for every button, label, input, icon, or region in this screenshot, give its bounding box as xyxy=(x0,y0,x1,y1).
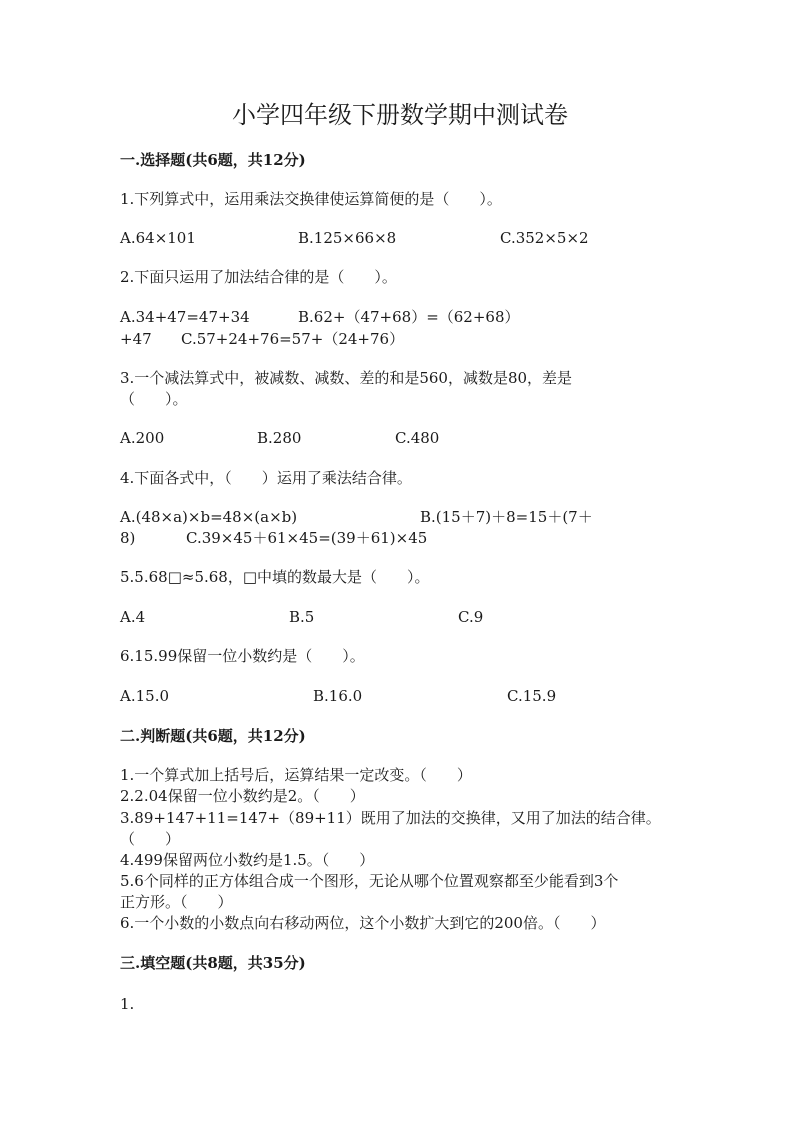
question-3-option-b: B.280 xyxy=(257,429,302,447)
question-2-stem: 2.下面只运用了加法结合律的是（ ）。 xyxy=(120,268,397,286)
question-1-stem: 1.下列算式中，运用乘法交换律使运算简便的是（ ）。 xyxy=(120,190,502,208)
question-4-option-a: A.(48×a)×b=48×(a×b) xyxy=(120,508,298,526)
judge-item-5-continued: 正方形。（ ） xyxy=(120,893,233,911)
judge-item-4: 4.499保留两位小数约是1.5。（ ） xyxy=(120,851,375,869)
question-3-stem-line1: 3.一个减法算式中，被减数、减数、差的和是560，减数是80，差是 xyxy=(120,369,573,387)
question-2-option-a: A.34+47=47+34 xyxy=(120,308,250,326)
question-1-option-c: C.352×5×2 xyxy=(500,229,589,247)
question-1-option-a: A.64×101 xyxy=(120,229,196,247)
question-2-option-b-continued: +47 xyxy=(120,330,152,348)
question-5-option-a: A.4 xyxy=(120,608,146,626)
judge-item-1: 1.一个算式加上括号后，运算结果一定改变。（ ） xyxy=(120,766,472,784)
question-1-option-b: B.125×66×8 xyxy=(298,229,397,247)
judge-item-3-continued: （ ） xyxy=(120,830,181,848)
question-5-option-b: B.5 xyxy=(289,608,315,626)
judge-item-3: 3.89+147+11=147+（89+11）既用了加法的交换律，又用了加法的结合律。 xyxy=(120,809,661,827)
question-5-stem: 5.5.68□≈5.68，□中填的数最大是（ ）。 xyxy=(120,568,430,586)
judge-item-2: 2.2.04保留一位小数约是2。（ ） xyxy=(120,787,365,805)
page-title: 小学四年级下册数学期中测试卷 xyxy=(232,101,568,129)
judge-item-6: 6.一个小数的小数点向右移动两位，这个小数扩大到它的200倍。（ ） xyxy=(120,914,606,932)
question-2-option-c: C.57+24+76=57+（24+76） xyxy=(181,330,405,348)
question-4-stem: 4.下面各式中，（ ）运用了乘法结合律。 xyxy=(120,469,412,487)
question-5-option-c: C.9 xyxy=(458,608,484,626)
question-3-option-a: A.200 xyxy=(120,429,165,447)
question-6-option-b: B.16.0 xyxy=(313,687,363,705)
question-4-option-c: C.39×45＋61×45=(39＋61)×45 xyxy=(186,529,428,547)
judge-item-5: 5.6个同样的正方体组合成一个图形，无论从哪个位置观察都至少能看到3个 xyxy=(120,872,619,890)
section-heading-choice: 一.选择题(共6题，共12分) xyxy=(120,151,306,169)
section-heading-fill-blank: 三.填空题(共8题，共35分) xyxy=(120,954,306,972)
question-4-option-b-continued: 8) xyxy=(120,529,136,547)
question-6-option-a: A.15.0 xyxy=(120,687,169,705)
question-4-option-b: B.(15＋7)＋8=15＋(7＋ xyxy=(420,508,593,526)
question-3-option-c: C.480 xyxy=(395,429,440,447)
fill-blank-question-1: 1. xyxy=(120,995,135,1013)
section-heading-true-false: 二.判断题(共6题，共12分) xyxy=(120,727,306,745)
question-2-option-b: B.62+（47+68）=（62+68） xyxy=(298,308,520,326)
question-3-stem-line2: （ ）。 xyxy=(120,390,188,408)
question-6-stem: 6.15.99保留一位小数约是（ ）。 xyxy=(120,647,365,665)
question-6-option-c: C.15.9 xyxy=(507,687,557,705)
